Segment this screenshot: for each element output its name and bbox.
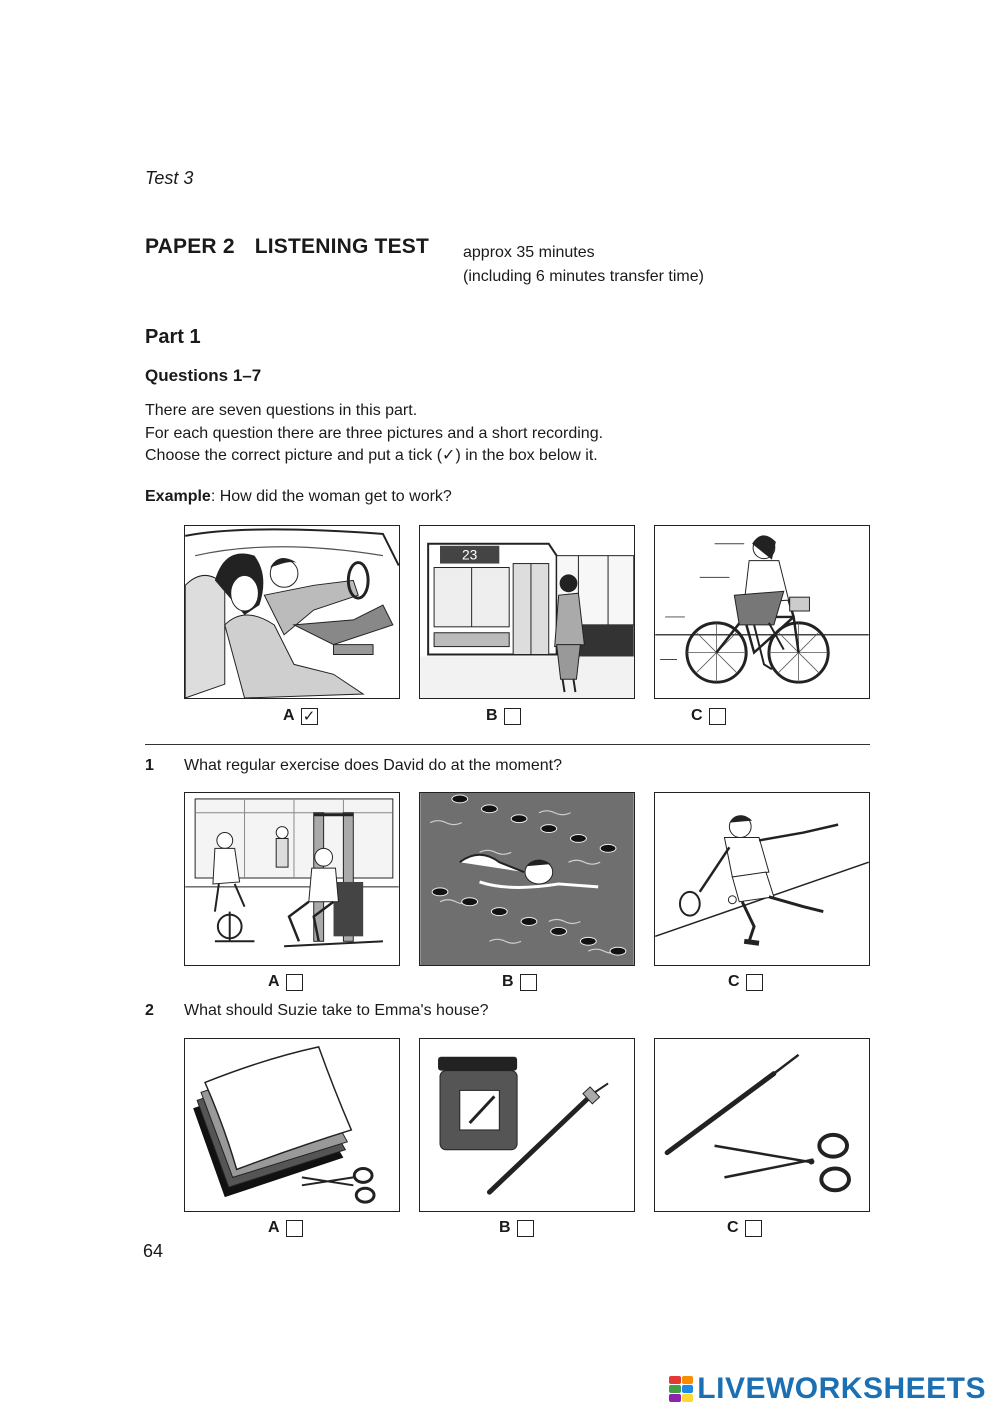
tick-box[interactable]: ✓ <box>301 708 318 725</box>
question-1-option-b <box>502 973 537 991</box>
example-question <box>145 488 452 506</box>
picture-tennis <box>654 792 870 966</box>
questions-range: Questions 1–7 <box>145 366 262 385</box>
option-letter: B <box>486 707 498 724</box>
tick-box[interactable] <box>504 708 521 725</box>
option-letter: A <box>283 707 295 724</box>
tick-box[interactable] <box>286 974 303 991</box>
question-number: 2 <box>145 1002 154 1019</box>
paint-brush-illustration <box>420 1039 634 1211</box>
picture-gym <box>184 792 400 966</box>
example-option-b <box>486 707 521 725</box>
tick-box[interactable] <box>709 708 726 725</box>
instruction-line: There are seven questions in this part. <box>145 402 418 419</box>
page-number: 64 <box>143 1241 164 1261</box>
paper-number: PAPER 2 <box>145 235 235 258</box>
logo-text: LIVEWORKSHEETS <box>697 1372 986 1405</box>
instruction-line: Choose the correct picture and put a tick (✓) in the box below it. <box>145 447 598 464</box>
option-letter: C <box>727 1219 739 1236</box>
tick-box[interactable] <box>517 1220 534 1237</box>
duration: approx 35 minutes <box>463 244 595 261</box>
option-letter: B <box>502 973 514 990</box>
example-text: : How did the woman get to work? <box>210 488 452 505</box>
bus-number: 23 <box>461 546 478 563</box>
option-letter: C <box>691 707 703 724</box>
instructions <box>145 400 603 468</box>
option-letter: A <box>268 1219 280 1236</box>
tick-box[interactable] <box>520 974 537 991</box>
part-title: Part 1 <box>145 326 201 348</box>
duration-note: (including 6 minutes transfer time) <box>463 268 704 285</box>
question-2 <box>145 1002 489 1020</box>
bicycle-illustration <box>655 526 869 698</box>
tick-box[interactable] <box>745 1220 762 1237</box>
tick-box[interactable] <box>746 974 763 991</box>
picture-bicycle <box>654 525 870 699</box>
question-number: 1 <box>145 757 154 774</box>
option-letter: A <box>268 973 280 990</box>
car-passengers-illustration <box>185 526 399 698</box>
example-option-a <box>283 707 318 725</box>
liveworksheets-logo <box>669 1372 986 1406</box>
tick-box[interactable] <box>286 1220 303 1237</box>
divider <box>145 744 870 745</box>
question-2-option-a <box>268 1219 303 1237</box>
question-2-option-c <box>727 1219 762 1237</box>
picture-paint-brush <box>419 1038 635 1212</box>
picture-swimming <box>419 792 635 966</box>
question-1-option-a <box>268 973 303 991</box>
question-2-option-b <box>499 1219 534 1237</box>
swimming-illustration <box>420 793 634 965</box>
picture-car <box>184 525 400 699</box>
logo-mark-icon <box>669 1376 693 1402</box>
listening-test-title: LISTENING TEST <box>254 235 430 258</box>
question-text: What regular exercise does David do at the moment? <box>184 757 562 774</box>
paper-title <box>145 235 429 259</box>
question-text: What should Suzie take to Emma's house? <box>184 1002 489 1019</box>
example-option-c <box>691 707 726 725</box>
instruction-line: For each question there are three pictures and a short recording. <box>145 424 604 442</box>
tennis-illustration <box>655 793 869 965</box>
option-letter: C <box>728 973 740 990</box>
brush-scissors-illustration <box>655 1039 869 1211</box>
paper-scissors-illustration <box>185 1039 399 1211</box>
question-1 <box>145 757 562 775</box>
gym-illustration <box>185 793 399 965</box>
question-1-option-c <box>728 973 763 991</box>
example-label: Example <box>145 488 211 505</box>
picture-brush-scissors <box>654 1038 870 1212</box>
test-label: Test 3 <box>145 168 194 188</box>
duration-block <box>463 241 704 289</box>
picture-bus <box>419 525 635 699</box>
bus-illustration <box>420 526 634 698</box>
picture-paper-scissors <box>184 1038 400 1212</box>
option-letter: B <box>499 1219 511 1236</box>
